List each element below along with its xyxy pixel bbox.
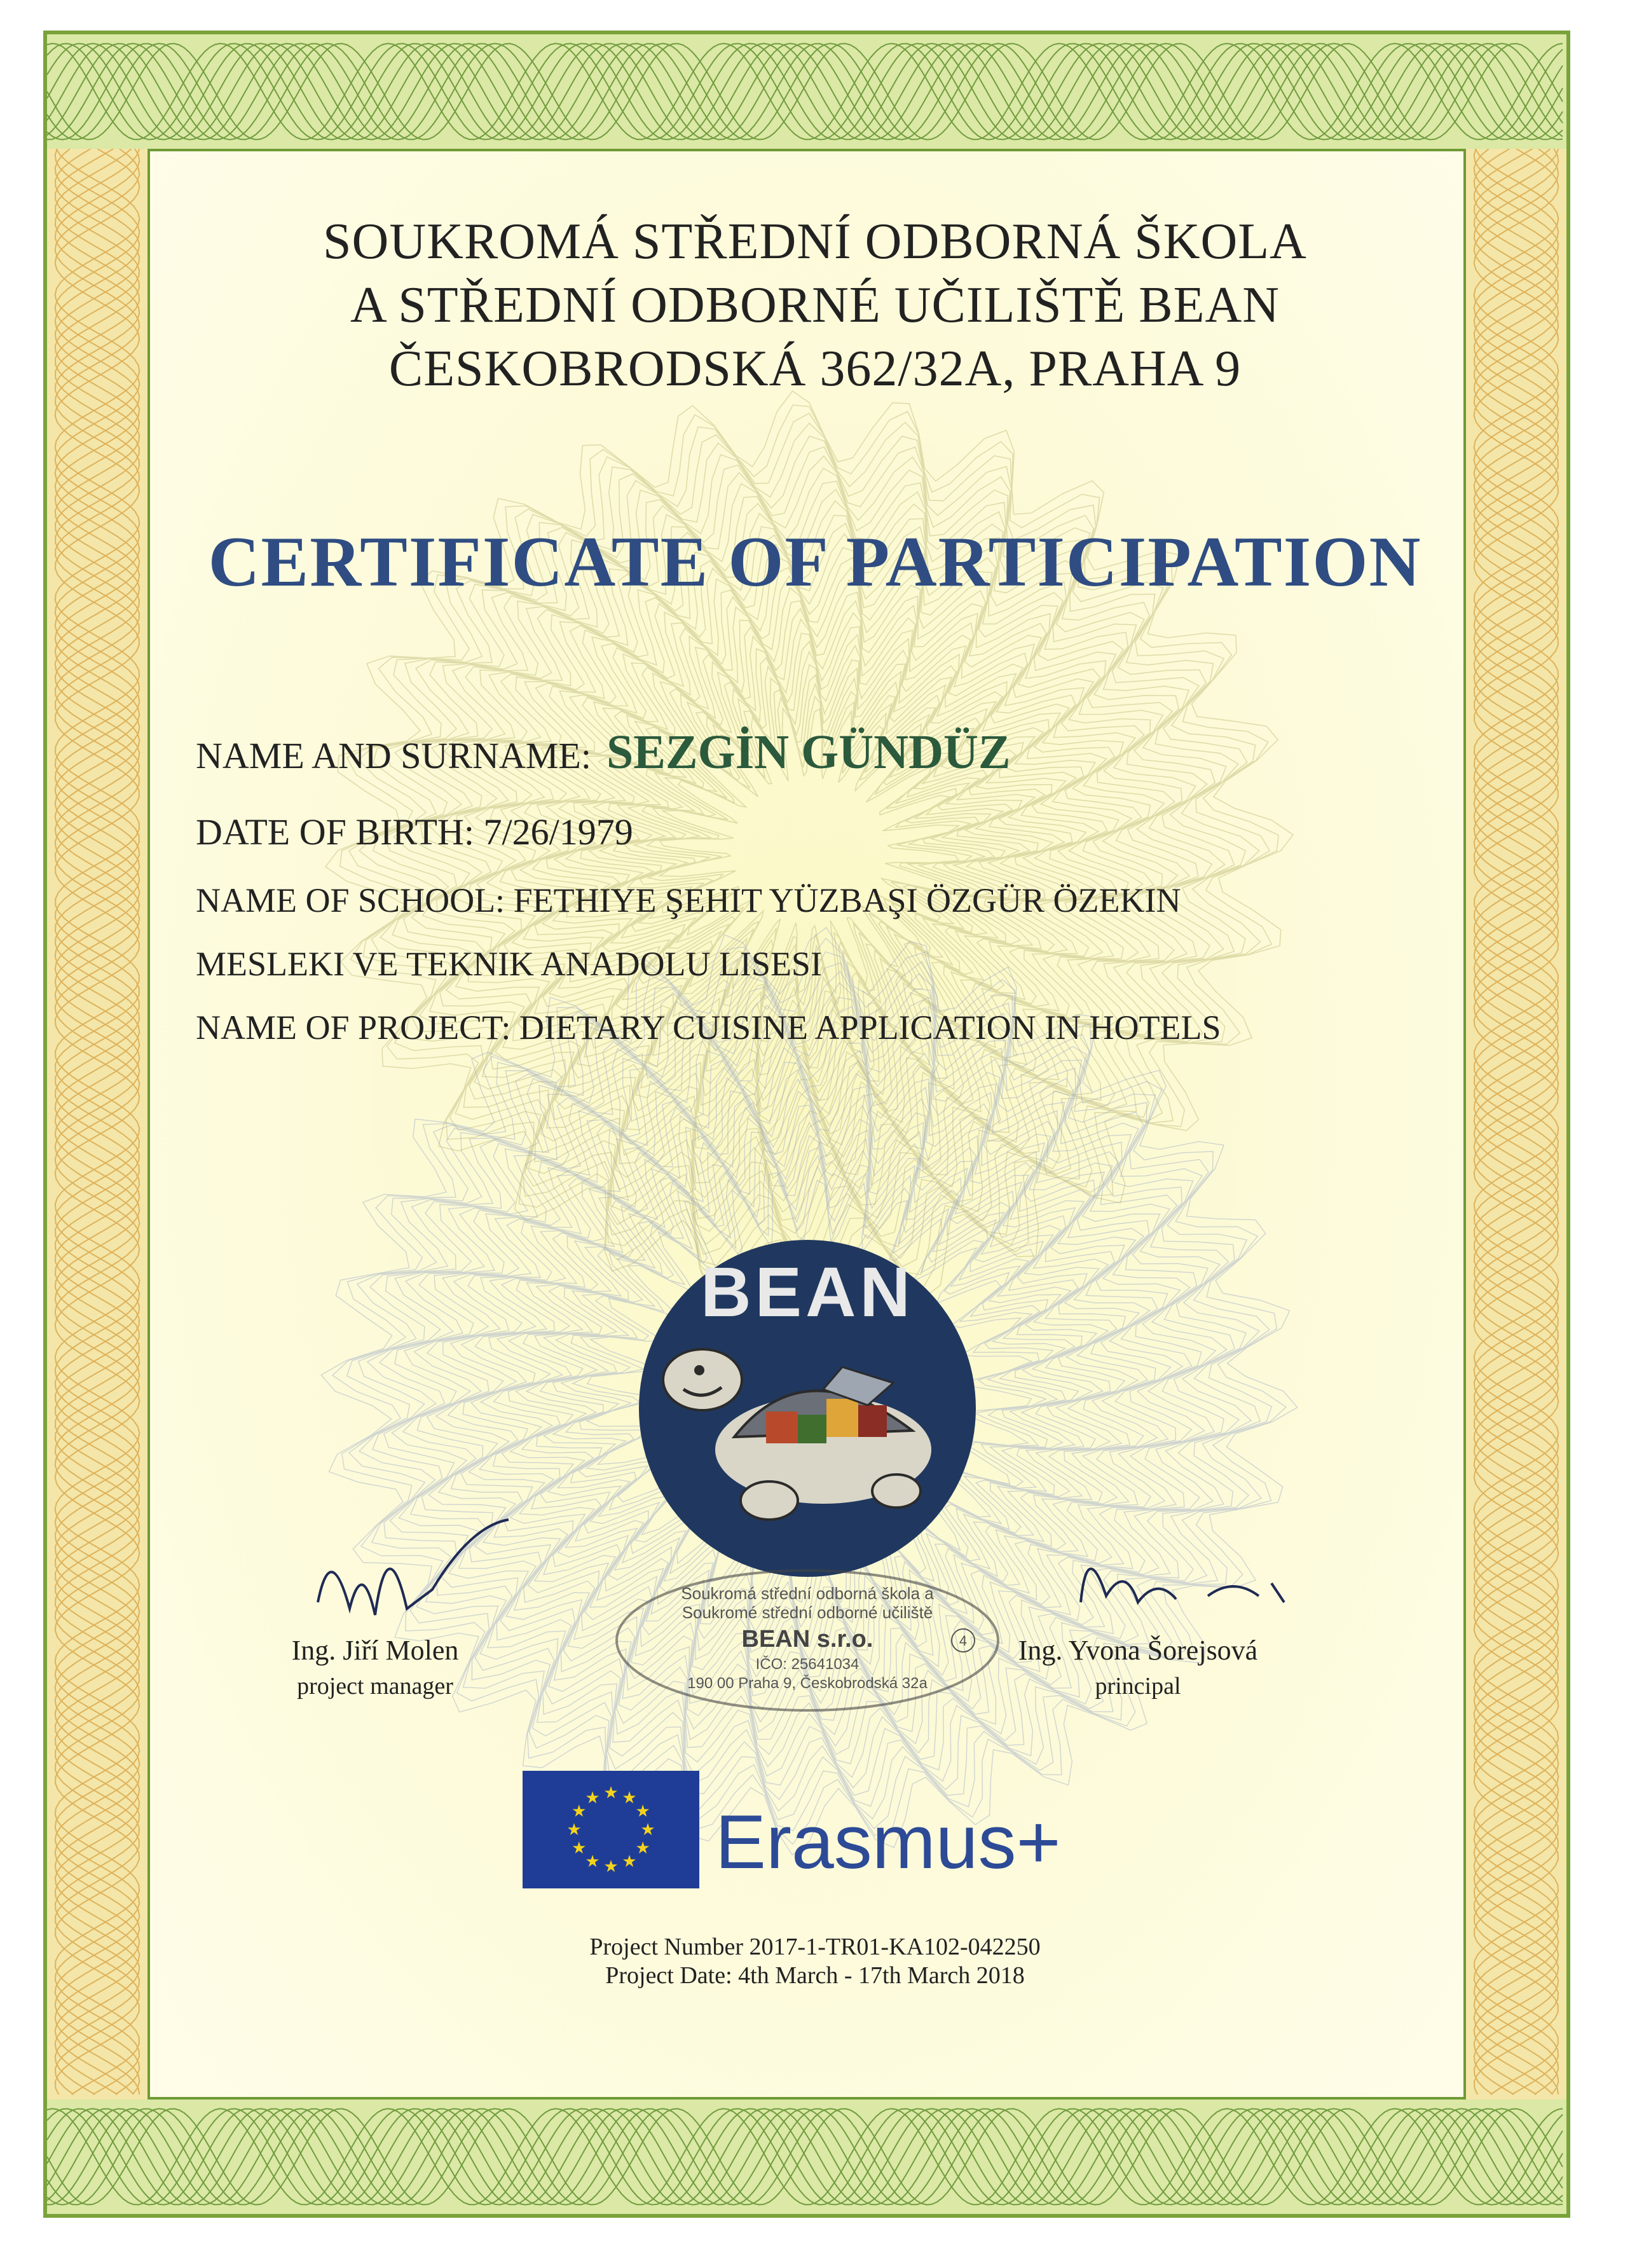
eu-star-icon: ★ bbox=[640, 1820, 655, 1839]
eu-star-icon: ★ bbox=[566, 1820, 582, 1839]
bean-logo-text: BEAN bbox=[701, 1253, 914, 1331]
school-name-line-1: SOUKROMÁ STŘEDNÍ ODBORNÁ ŠKOLA bbox=[323, 214, 1307, 270]
stamp-number: 4 bbox=[959, 1633, 968, 1649]
stamp-line-2: Soukromé střední odborné učiliště bbox=[681, 1603, 933, 1622]
signatory-left-name: Ing. Jiří Molen bbox=[291, 1635, 459, 1666]
certificate-title: CERTIFICATE OF PARTICIPATION bbox=[208, 523, 1422, 601]
eu-star-icon: ★ bbox=[635, 1839, 650, 1857]
dob-field bbox=[196, 811, 633, 853]
signatory-left-role: project manager bbox=[297, 1673, 453, 1700]
school-value-line-2: MESLEKI VE TEKNIK ANADOLU LISESI bbox=[196, 945, 822, 983]
name-value: SEZGİN GÜNDÜZ bbox=[606, 725, 1011, 779]
eu-star-icon: ★ bbox=[572, 1802, 587, 1820]
eu-star-icon: ★ bbox=[622, 1852, 637, 1871]
bean-turtle-icon bbox=[639, 1240, 976, 1577]
name-label: NAME AND SURNAME: bbox=[196, 735, 591, 776]
school-field bbox=[196, 881, 1181, 920]
project-value: DIETARY CUISINE APPLICATION IN HOTELS bbox=[519, 1008, 1221, 1047]
stamp-line-5: 190 00 Praha 9, Českobrodská 32a bbox=[687, 1675, 928, 1692]
school-name-line-2: A STŘEDNÍ ODBORNÉ UČILIŠTĚ BEAN bbox=[350, 277, 1280, 333]
school-address: ČESKOBRODSKÁ 362/32A, PRAHA 9 bbox=[388, 341, 1242, 397]
eu-star-icon: ★ bbox=[635, 1802, 650, 1820]
eu-star-icon: ★ bbox=[585, 1788, 600, 1807]
school-label: NAME OF SCHOOL: bbox=[196, 881, 505, 919]
name-field bbox=[196, 725, 1011, 780]
erasmus-logo-text: Erasmus+ bbox=[715, 1799, 1061, 1885]
school-value-line-1: FETHIYE ŞEHIT YÜZBAŞI ÖZGÜR ÖZEKIN bbox=[513, 881, 1181, 919]
eu-star-icon: ★ bbox=[622, 1788, 637, 1807]
top-guilloche-band bbox=[47, 34, 1566, 149]
stamp-line-1: Soukromá střední odborná škola a bbox=[681, 1584, 934, 1603]
signatory-right-name: Ing. Yvona Šorejsová bbox=[1018, 1635, 1258, 1666]
eu-star-icon: ★ bbox=[603, 1857, 619, 1876]
signatory-right-role: principal bbox=[1095, 1673, 1181, 1700]
project-label: NAME OF PROJECT: bbox=[196, 1008, 511, 1047]
eu-star-icon: ★ bbox=[572, 1839, 587, 1857]
bean-logo bbox=[639, 1240, 976, 1577]
project-number: Project Number 2017-1-TR01-KA102-042250 bbox=[589, 1934, 1041, 1960]
project-field bbox=[196, 1008, 1221, 1047]
eu-star-icon: ★ bbox=[585, 1852, 600, 1871]
dob-value: 7/26/1979 bbox=[483, 811, 633, 853]
dob-label: DATE OF BIRTH: bbox=[196, 811, 474, 853]
signature-molen bbox=[280, 1501, 547, 1653]
right-guilloche-band bbox=[1466, 149, 1566, 2100]
stamp-line-4: IČO: 25641034 bbox=[755, 1656, 860, 1673]
eu-flag-icon bbox=[523, 1771, 699, 1888]
eu-star-icon: ★ bbox=[603, 1783, 619, 1802]
stamp-line-3: BEAN s.r.o. bbox=[741, 1626, 873, 1653]
left-guilloche-band bbox=[47, 149, 147, 2100]
project-date: Project Date: 4th March - 17th March 2018 bbox=[605, 1962, 1025, 1989]
school-stamp bbox=[610, 1564, 1004, 1717]
bottom-guilloche-band bbox=[47, 2100, 1566, 2214]
